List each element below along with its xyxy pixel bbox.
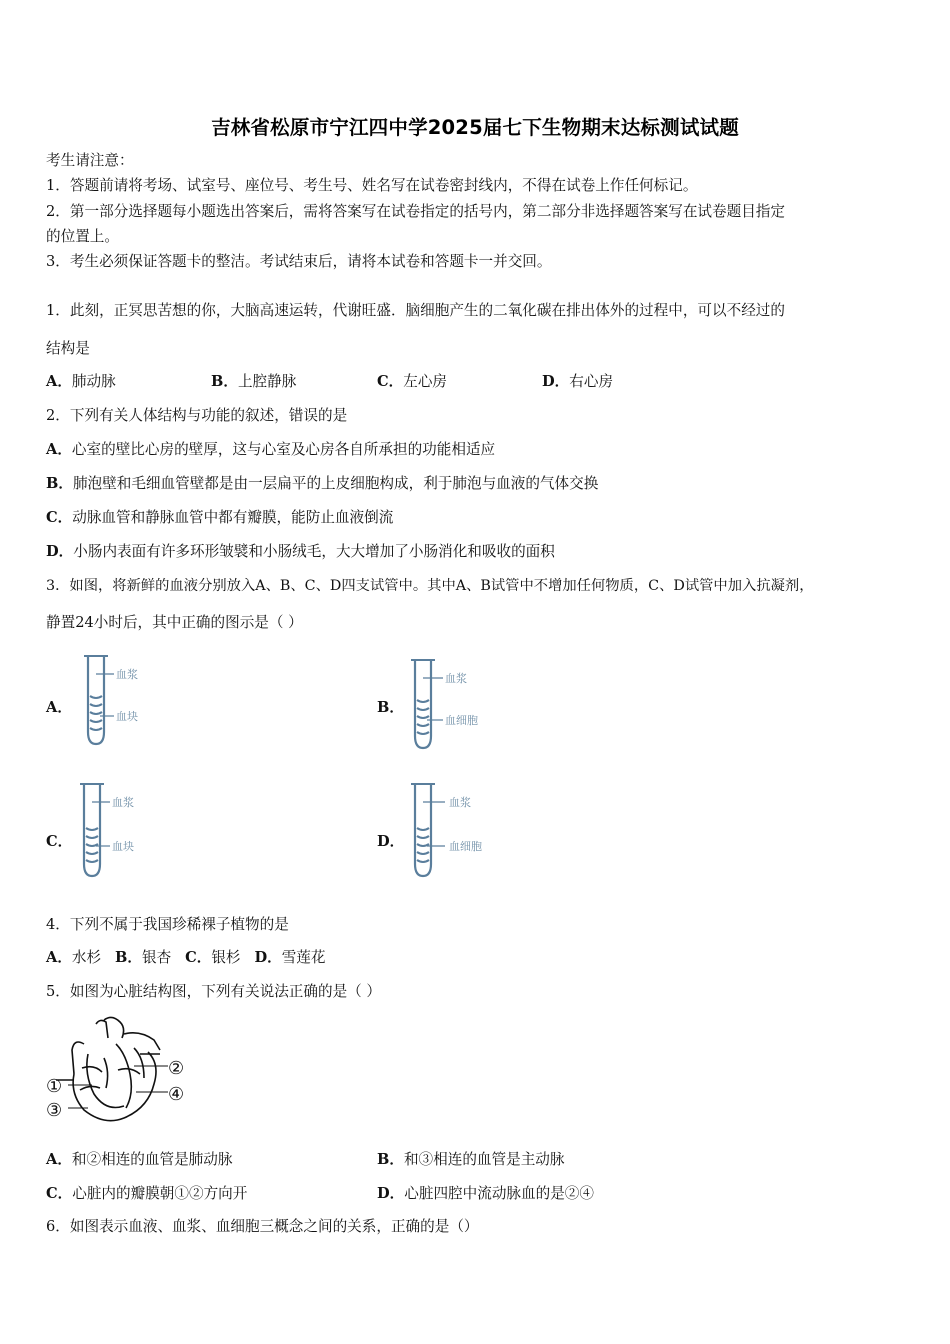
q5-option-a — [46, 1150, 232, 1170]
option-key: C． — [185, 949, 212, 966]
q1-option-a — [46, 372, 116, 392]
q3-stem-line1: 3．如图，将新鲜的血液分别放入A、B、C、D四支试管中。其中A、B试管中不增加任何物质，C、D试管中加入抗凝剂， — [46, 578, 814, 594]
test-tube-b-figure — [405, 656, 495, 752]
q3-option-c-key: C． — [46, 833, 73, 850]
q3-stem-line2: 静置24小时后，其中正确的图示是（ ） — [46, 614, 303, 631]
q2-option-a — [46, 440, 495, 460]
q4-options — [46, 948, 326, 968]
option-key: B． — [377, 1151, 404, 1168]
option-key: A． — [46, 1151, 72, 1168]
q2-stem: 2．下列有关人体结构与功能的叙述，错误的是 — [46, 407, 348, 424]
option-key: A． — [46, 373, 72, 390]
test-tube-a-figure — [78, 652, 158, 748]
option-key: B． — [115, 949, 142, 966]
option-text: 水杉 — [71, 949, 102, 966]
label-blood-cells: 血细胞 — [445, 714, 478, 727]
option-key: C． — [46, 509, 73, 526]
notice-item-2-cont: 的位置上。 — [46, 228, 119, 245]
option-text: 左心房 — [403, 373, 448, 390]
option-text: 和②相连的血管是肺动脉 — [71, 1151, 233, 1168]
label-plasma: 血浆 — [445, 672, 467, 685]
option-text: 肺动脉 — [71, 373, 116, 390]
heart-label-2: ② — [168, 1058, 185, 1079]
heart-label-4: ④ — [168, 1084, 185, 1105]
option-text: 银杏 — [141, 949, 172, 966]
option-key: D． — [377, 1185, 405, 1202]
q2-option-c — [46, 508, 393, 528]
q5-stem: 5．如图为心脏结构图，下列有关说法正确的是（ ） — [46, 983, 381, 1000]
q1-stem-line1: 1．此刻，正冥思苦想的你，大脑高速运转，代谢旺盛．脑细胞产生的二氧化碳在排出体外的过程中，可以不经过的 — [46, 302, 785, 319]
option-key: C． — [377, 373, 404, 390]
q3-option-d-key: D． — [377, 833, 405, 850]
q6-stem: 6．如图表示血液、血浆、血细胞三概念之间的关系，正确的是（） — [46, 1218, 479, 1235]
q5-option-c — [46, 1184, 247, 1204]
option-text: 小肠内表面有许多环形皱襞和小肠绒毛，大大增加了小肠消化和吸收的面积 — [73, 543, 555, 560]
q1-option-b — [211, 372, 296, 392]
notice-item-3: 3．考生必须保证答题卡的整洁。考试结束后，请将本试卷和答题卡一并交回。 — [46, 253, 552, 270]
label-plasma: 血浆 — [116, 668, 138, 681]
q3-option-a-key: A． — [46, 699, 72, 716]
q1-option-c — [377, 372, 447, 392]
q3-option-b-key: B． — [377, 699, 404, 716]
option-text: 银杉 — [211, 949, 241, 966]
option-key: D． — [254, 949, 282, 966]
test-tube-d-figure — [405, 780, 501, 880]
exam-title: 吉林省松原市宁江四中学2025届七下生物期末达标测试试题 — [211, 116, 739, 139]
test-tube-c-figure — [74, 780, 164, 880]
heart-label-3: ③ — [46, 1100, 63, 1121]
option-text: 心脏内的瓣膜朝①②方向开 — [72, 1185, 248, 1202]
option-key: B． — [211, 373, 238, 390]
option-text: 心脏四腔中流动脉血的是②④ — [404, 1185, 594, 1202]
label-blood-cells: 血细胞 — [449, 840, 482, 853]
label-plasma: 血浆 — [112, 796, 134, 809]
q4-stem: 4．下列不属于我国珍稀裸子植物的是 — [46, 916, 289, 933]
heart-diagram-figure — [44, 1014, 194, 1126]
q1-option-d — [542, 372, 613, 392]
option-key: C． — [46, 1185, 73, 1202]
option-key: A． — [46, 441, 72, 458]
notice-heading: 考生请注意： — [46, 152, 134, 169]
option-text: 肺泡壁和毛细血管壁都是由一层扁平的上皮细胞构成，利于肺泡与血液的气体交换 — [72, 475, 599, 492]
q2-option-d — [46, 542, 555, 562]
q5-option-d — [377, 1184, 594, 1204]
option-text: 动脉血管和静脉血管中都有瓣膜，能防止血液倒流 — [72, 509, 394, 526]
heart-label-1: ① — [46, 1076, 63, 1097]
label-plasma: 血浆 — [449, 796, 471, 809]
notice-item-1: 1．答题前请将考场、试室号、座位号、考生号、姓名写在试卷密封线内，不得在试卷上作任何标记。 — [46, 177, 698, 194]
q5-option-b — [377, 1150, 564, 1170]
label-clot: 血块 — [116, 710, 138, 723]
label-clot: 血块 — [112, 840, 134, 853]
option-text: 和③相连的血管是主动脉 — [403, 1151, 565, 1168]
option-text: 雪莲花 — [281, 949, 326, 966]
option-key: B． — [46, 475, 73, 492]
q2-option-b — [46, 474, 598, 494]
q1-stem-line2: 结构是 — [46, 340, 90, 357]
option-key: D． — [46, 543, 74, 560]
option-key: A． — [46, 949, 72, 966]
option-text: 右心房 — [569, 373, 614, 390]
notice-item-2: 2．第一部分选择题每小题选出答案后，需将答案写在试卷指定的括号内，第二部分非选择题答案写在试卷题目指定 — [46, 203, 785, 220]
option-text: 上腔静脉 — [237, 373, 297, 390]
option-text: 心室的壁比心房的壁厚，这与心室及心房各自所承担的功能相适应 — [71, 441, 496, 458]
option-key: D． — [542, 373, 570, 390]
